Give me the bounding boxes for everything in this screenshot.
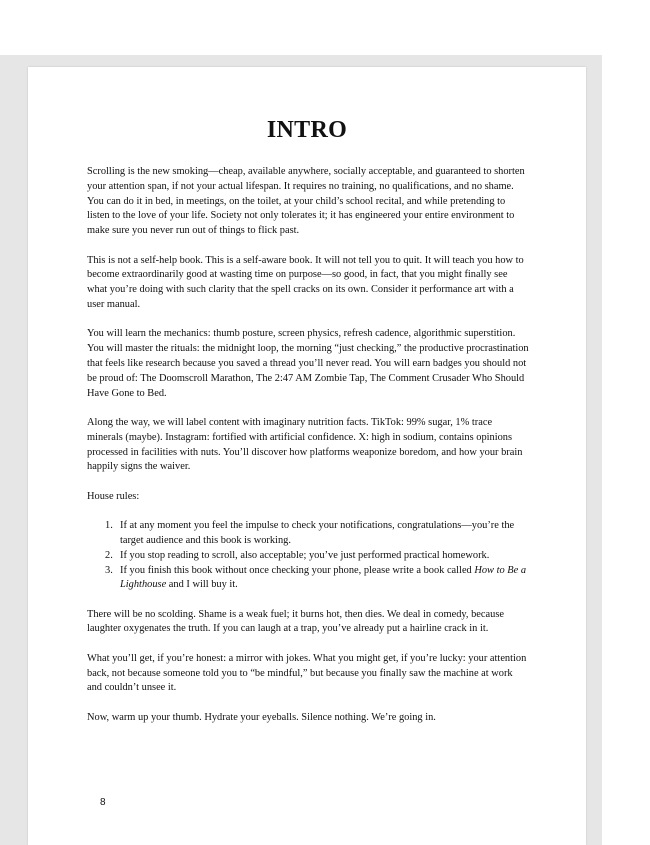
list-item-text: If at any moment you feel the impulse to check your notifications, congratulations—you’re the target audience and this book is working. xyxy=(120,520,515,546)
paragraph: Now, warm up your thumb. Hydrate your eyeballs. Silence nothing. We’re going in. xyxy=(87,711,436,723)
list-item-text: and I will buy it. xyxy=(166,579,238,591)
document-page xyxy=(28,67,586,845)
house-rules-list xyxy=(87,519,529,593)
list-item-text: If you stop reading to scroll, also acceptable; you’ve just performed practical homework. xyxy=(120,549,490,561)
paragraph: Scrolling is the new smoking—cheap, available anywhere, socially acceptable, and guaranteed to shorten your attention span, if not your actual lifespan. It requires no training, no qualifications, and no shame. You can do it in bed, in meetings, on the toilet, at your child’s school recital, and while pretending to listen to the love of your life. Society not only tolerates it; it has engineered your entire environment to make sure you never run out of things to flick past. xyxy=(87,166,525,237)
book-title-italic: How to Be a Lighthouse xyxy=(120,564,527,591)
list-number: 3. xyxy=(105,564,113,576)
page-number: 8 xyxy=(100,797,106,808)
list-item-text: If you finish this book without once checking your phone, please write a book called xyxy=(120,564,475,576)
list-item xyxy=(87,564,529,594)
page-title: INTRO xyxy=(266,117,348,143)
list-item xyxy=(87,549,529,564)
list-item xyxy=(87,519,529,549)
list-number: 1. xyxy=(105,520,113,532)
house-rules-heading: House rules: xyxy=(87,490,140,502)
paragraph: You will learn the mechanics: thumb posture, screen physics, refresh cadence, algorithmic superstition. You will master the rituals: the midnight loop, the morning “just checking,” the productive procrastination that feels like research because you saved a thread you’ll never read. You will earn badges you should not be proud of: The Doomscroll Marathon, The 2:47 AM Zombie Tap, The Comment Crusader Who Should Have Gone to Bed. xyxy=(87,328,529,399)
paragraph: Along the way, we will label content with imaginary nutrition facts. TikTok: 99% sugar, 1% trace minerals (maybe). Instagram: fortified with artificial confidence. X: high in sodium, contains opinions processed in facilities with nuts. You’ll discover how platforms weaponize boredom, and how your brain happily signs the waiver. xyxy=(87,416,523,473)
body-text xyxy=(87,165,529,740)
paragraph: There will be no scolding. Shame is a weak fuel; it burns hot, then dies. We deal in comedy, because laughter oxygenates the truth. If you can laugh at a trap, you’ve already put a hairline crack in it. xyxy=(87,608,504,635)
paragraph: This is not a self-help book. This is a self-aware book. It will not tell you to quit. It will teach you how to become extraordinarily good at wasting time on purpose—so good, in fact, that you might finally see what you’re doing with such clarity that the spell cracks on its own. Consider it performance art with a user manual. xyxy=(87,254,524,310)
list-number: 2. xyxy=(105,549,113,561)
paragraph: What you’ll get, if you’re honest: a mirror with jokes. What you might get, if you’re lucky: your attention back, not because someone told you to “be mindful,” but because you finally saw the machine at work and couldn’t unsee it. xyxy=(87,652,527,694)
